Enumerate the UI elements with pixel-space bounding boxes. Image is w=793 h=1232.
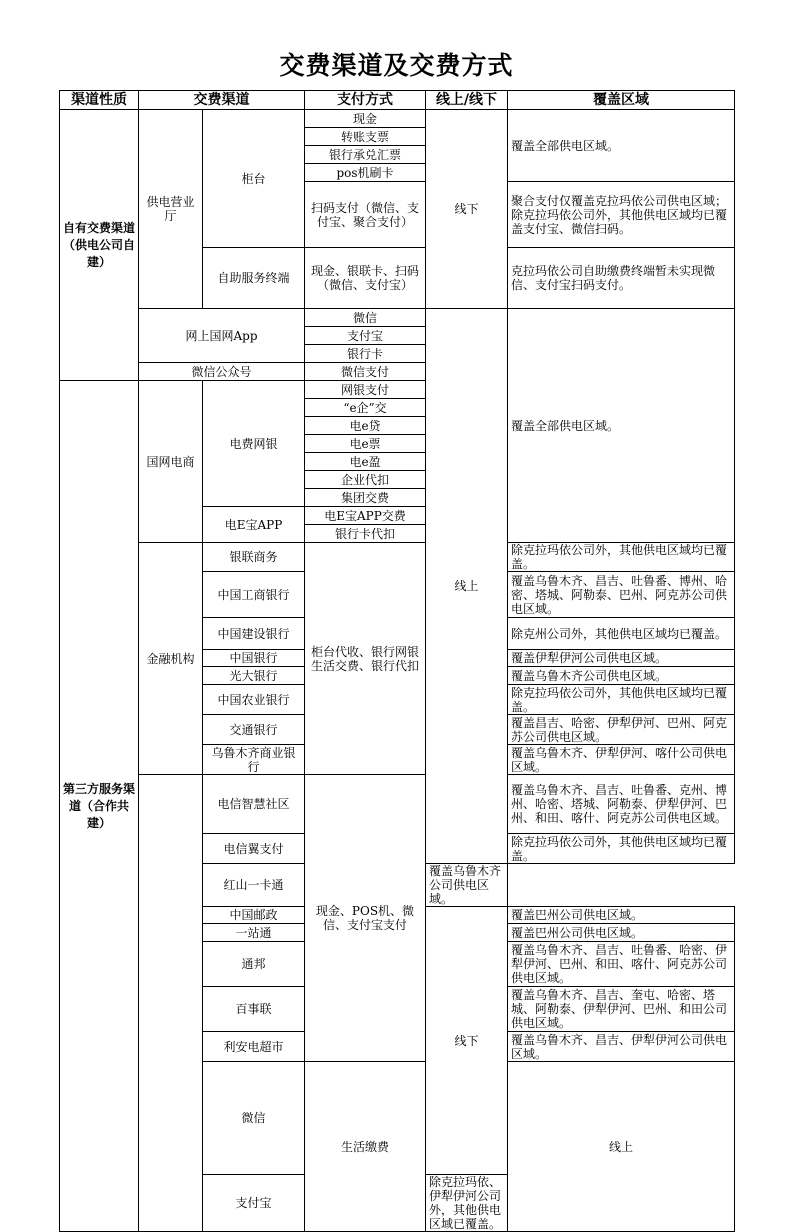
payment-wechat: 微信 (305, 309, 426, 327)
channel-other-third (139, 775, 203, 1232)
payment-enterprise-deduct: 企业代扣 (305, 471, 426, 489)
payment-e-enterprise: “e企”交 (305, 399, 426, 417)
mode-online: 线上 (426, 309, 508, 864)
coverage-hongshan: 覆盖乌鲁木齐公司供电区域。 (426, 864, 508, 907)
channel-sgcc-ecommerce: 国网电商 (139, 381, 203, 543)
payment-bank-draft: 银行承兑汇票 (305, 146, 426, 164)
payment-scan: 扫码支付（微信、支付宝、聚合支付） (305, 182, 426, 248)
channel-hongshan-card: 红山一卡通 (203, 864, 305, 907)
nature-self-built: 自有交费渠道（供电公司自建） (60, 110, 139, 381)
channel-boc: 中国银行 (203, 650, 305, 667)
coverage-lianan: 覆盖乌鲁木齐、昌吉、伊犁伊河公司供电区域。 (508, 1032, 735, 1062)
channel-e-bao-app: 电E宝APP (203, 507, 305, 543)
payment-group: 集团交费 (305, 489, 426, 507)
table-row (60, 775, 735, 834)
mode-online-life: 线上 (508, 1062, 735, 1232)
channel-wechat: 微信 (203, 1062, 305, 1175)
channel-yizhantong: 一站通 (203, 924, 305, 942)
channel-telecom-community: 电信智慧社区 (203, 775, 305, 834)
channel-unionpay: 银联商务 (203, 543, 305, 572)
channel-icbc: 中国工商银行 (203, 572, 305, 618)
coverage-boc: 覆盖伊犁伊河公司供电区域。 (508, 650, 735, 667)
payment-wechat-pay: 微信支付 (305, 363, 426, 381)
channel-wechat-public: 微信公众号 (139, 363, 305, 381)
header-online-offline: 线上/线下 (426, 91, 508, 110)
payment-bank-deduct: 银行卡代扣 (305, 525, 426, 543)
coverage-baishilian: 覆盖乌鲁木齐、昌吉、奎屯、哈密、塔城、阿勒泰、伊犁伊河、巴州、和田公司供电区域。 (508, 987, 735, 1032)
payment-e-bill: 电e票 (305, 435, 426, 453)
payment-terminal: 现金、银联卡、扫码（微信、支付宝） (305, 248, 426, 309)
coverage-unionpay: 除克拉玛依公司外，其他供电区域均已覆盖。 (508, 543, 735, 572)
channel-bocom: 交通银行 (203, 715, 305, 745)
coverage-icbc: 覆盖乌鲁木齐、昌吉、吐鲁番、博州、哈密、塔城、阿勒泰、巴州、阿克苏公司供电区域。 (508, 572, 735, 618)
payment-cash: 现金 (305, 110, 426, 128)
table-row (60, 110, 735, 128)
coverage-telecom-community: 覆盖乌鲁木齐、昌吉、吐鲁番、克州、博州、哈密、塔城、阿勒泰、伊犁伊河、巴州、和田、喀什、阿克苏公司供电区域。 (508, 775, 735, 834)
payment-e-loan: 电e贷 (305, 417, 426, 435)
coverage-telecom-pay: 除克拉玛依公司外，其他供电区域均已覆盖。 (508, 834, 735, 864)
payment-ebank: 网银支付 (305, 381, 426, 399)
coverage-abc: 除克拉玛依公司外，其他供电区域均已覆盖。 (508, 685, 735, 715)
payment-pos: pos机刷卡 (305, 164, 426, 182)
coverage-counter-cash: 覆盖全部供电区域。 (508, 110, 735, 182)
channel-abc: 中国农业银行 (203, 685, 305, 715)
coverage-post: 覆盖巴州公司供电区域。 (508, 907, 735, 924)
payment-e-profit: 电e盈 (305, 453, 426, 471)
coverage-bocom: 覆盖昌吉、哈密、伊犁伊河、巴州、阿克苏公司供电区域。 (508, 715, 735, 745)
header-row (60, 91, 735, 110)
coverage-ceb: 覆盖乌鲁木齐公司供电区域。 (508, 667, 735, 685)
header-payment: 支付方式 (305, 91, 426, 110)
channel-alipay: 支付宝 (203, 1175, 305, 1232)
header-coverage: 覆盖区域 (508, 91, 735, 110)
coverage-terminal: 克拉玛依公司自助缴费终端暂未实现微信、支付宝扫码支付。 (508, 248, 735, 309)
payment-alipay: 支付宝 (305, 327, 426, 345)
channel-lianan: 利安电超市 (203, 1032, 305, 1062)
header-channel: 交费渠道 (139, 91, 305, 110)
mode-offline-third: 线下 (426, 907, 508, 1175)
channel-counter: 柜台 (203, 110, 305, 248)
table-row (60, 543, 735, 572)
page-title: 交费渠道及交费方式 (279, 51, 514, 80)
payment-life: 生活缴费 (305, 1062, 426, 1232)
payment-transfer-check: 转账支票 (305, 128, 426, 146)
payment-bank-agent: 柜台代收、银行网银生活交费、银行代扣 (305, 543, 426, 775)
channel-baishilian: 百事联 (203, 987, 305, 1032)
channel-business-hall: 供电营业厅 (139, 110, 203, 309)
payment-third-cash: 现金、POS机、微信、支付宝支付 (305, 775, 426, 1062)
header-nature: 渠道性质 (60, 91, 139, 110)
coverage-tongbang: 覆盖乌鲁木齐、昌吉、吐鲁番、哈密、伊犁伊河、巴州、和田、喀什、阿克苏公司供电区域。 (508, 942, 735, 987)
coverage-scan: 聚合支付仅覆盖克拉玛依公司供电区域；除克拉玛依公司外，其他供电区域均已覆盖支付宝、微信扫码。 (508, 182, 735, 248)
table-row (60, 309, 735, 327)
coverage-alipay: 除克拉玛依、伊犁伊河公司外，其他供电区域已覆盖。 (426, 1175, 508, 1232)
channel-tongbang: 通邦 (203, 942, 305, 987)
channel-telecom-pay: 电信翼支付 (203, 834, 305, 864)
coverage-urumqi-bank: 覆盖乌鲁木齐、伊犁伊河、喀什公司供电区域。 (508, 745, 735, 775)
channel-financial: 金融机构 (139, 543, 203, 775)
channel-self-terminal: 自助服务终端 (203, 248, 305, 309)
channel-urumqi-bank: 乌鲁木齐商业银行 (203, 745, 305, 775)
coverage-ccb: 除克州公司外，其他供电区域均已覆盖。 (508, 618, 735, 650)
payment-bank-card: 银行卡 (305, 345, 426, 363)
channel-sgcc-app: 网上国网App (139, 309, 305, 363)
payment-channel-table (59, 90, 735, 1232)
payment-e-bao: 电E宝APP交费 (305, 507, 426, 525)
nature-third-party: 第三方服务渠道（合作共建） (60, 381, 139, 1232)
coverage-yizhantong: 覆盖巴州公司供电区域。 (508, 924, 735, 942)
channel-post: 中国邮政 (203, 907, 305, 924)
coverage-online-all: 覆盖全部供电区域。 (508, 309, 735, 543)
channel-ceb: 光大银行 (203, 667, 305, 685)
mode-offline: 线下 (426, 110, 508, 309)
channel-ccb: 中国建设银行 (203, 618, 305, 650)
channel-e-bank: 电费网银 (203, 381, 305, 507)
